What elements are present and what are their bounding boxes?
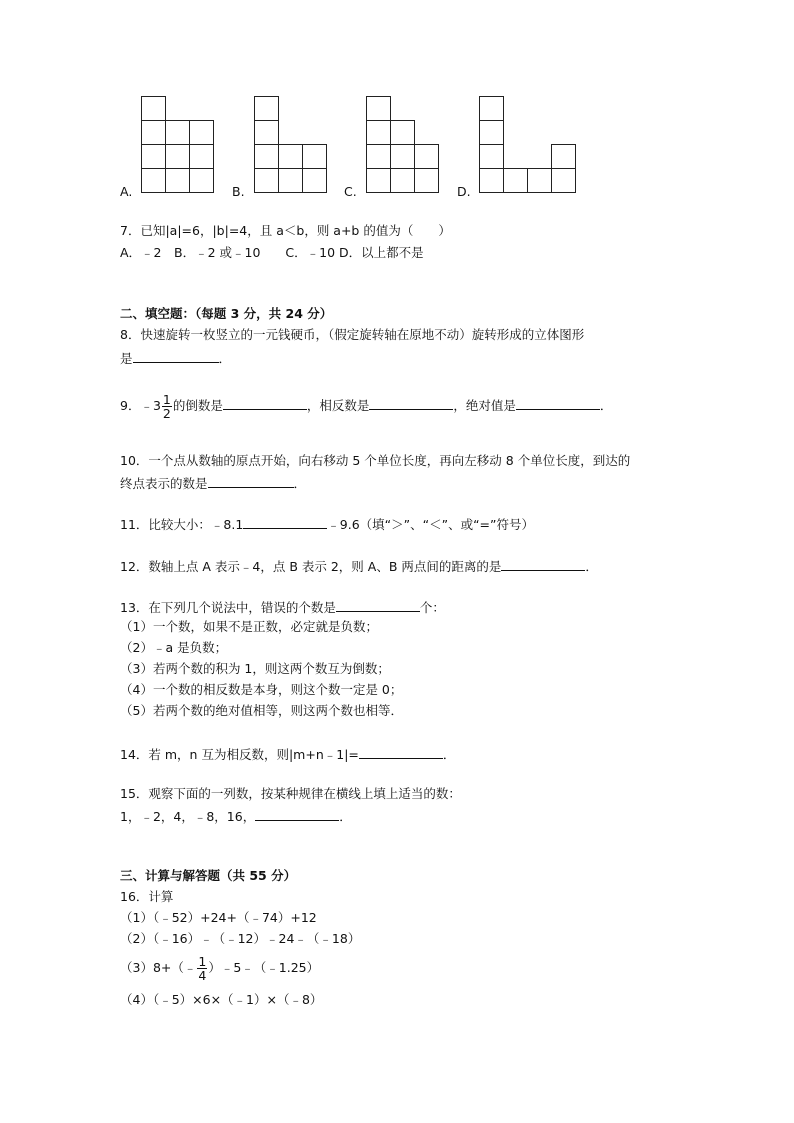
q14-text-a: 14．若 m，n 互为相反数，则|m+n﹣1|= <box>120 747 359 762</box>
q7-options: A．﹣2 B．﹣2 或﹣10 C．﹣10 D．以上都不是 <box>120 245 424 260</box>
section3-heading: 三、计算与解答题（共 55 分） <box>120 868 297 883</box>
grid-square <box>551 168 576 193</box>
option-d-label: D. <box>457 184 471 199</box>
q16-part-1: （1）（﹣52）+24+（﹣74）+12 <box>120 910 317 925</box>
q16-part-3-fraction <box>197 955 207 982</box>
grid-square <box>254 96 279 121</box>
q12 <box>120 557 598 575</box>
grid-square <box>414 168 439 193</box>
q13-text-b: 个： <box>419 600 445 615</box>
q9-prefix: 9．﹣3 <box>120 398 161 413</box>
q16-part-4: （4）（﹣5）×6×（﹣1）×（﹣8） <box>120 992 323 1007</box>
q9-numerator: 1 <box>162 392 171 407</box>
grid-square <box>254 120 279 145</box>
q9-blank-opposite[interactable] <box>369 396 453 410</box>
grid-square <box>366 120 391 145</box>
q10-line1: 10．一个点从数轴的原点开始，向右移动 5 个单位长度，再向左移动 8 个单位长度，到达的 <box>120 453 631 468</box>
grid-square <box>278 144 303 169</box>
q14 <box>120 745 455 763</box>
q9-text-e: ． <box>599 398 613 413</box>
grid-square <box>254 144 279 169</box>
q13-item-5: （5）若两个数的绝对值相等，则这两个数也相等． <box>120 703 403 718</box>
grid-square <box>414 144 439 169</box>
q16-part-3 <box>120 953 319 983</box>
q11 <box>120 515 534 533</box>
q13-answer-blank[interactable] <box>336 598 420 612</box>
q13-item-4: （4）一个数的相反数是本身，则这个数一定是 0； <box>120 682 403 697</box>
grid-square <box>479 96 504 121</box>
q9-text-d: ，绝对值是 <box>453 398 516 413</box>
grid-square <box>503 168 528 193</box>
grid-square <box>189 168 214 193</box>
q16-part-2: （2）（﹣16）﹣（﹣12）﹣24﹣（﹣18） <box>120 931 361 946</box>
q16-part-3-text-a: （3）8+（﹣ <box>120 960 197 975</box>
q14-text-b: ． <box>442 747 456 762</box>
grid-square <box>189 120 214 145</box>
grid-square <box>479 144 504 169</box>
q15-line2 <box>120 807 352 825</box>
q11-text-a: 11．比较大小：﹣8.1 <box>120 517 244 532</box>
q12-text-b: ． <box>585 559 598 574</box>
option-b-label: B. <box>232 184 245 199</box>
grid-square <box>141 120 166 145</box>
option-c-label: C. <box>344 184 357 199</box>
grid-square <box>189 144 214 169</box>
q8-answer-blank[interactable] <box>133 349 219 363</box>
grid-square <box>141 96 166 121</box>
q8-text-a: 是 <box>120 351 133 366</box>
q11-text-b: ﹣9.6（填“＞”、“＜”、或“=”符号） <box>327 517 535 532</box>
grid-square <box>278 168 303 193</box>
q14-answer-blank[interactable] <box>359 745 443 759</box>
grid-square <box>302 168 327 193</box>
q16-part-3-denominator: 4 <box>198 968 207 983</box>
q13 <box>120 598 445 616</box>
grid-square <box>141 144 166 169</box>
q16-part-3-numerator: 1 <box>198 954 207 969</box>
grid-square <box>165 144 190 169</box>
q9 <box>120 391 612 421</box>
q9-denominator: 2 <box>162 406 171 421</box>
q8-text-b: ． <box>218 351 232 366</box>
q9-blank-absolute[interactable] <box>516 396 600 410</box>
grid-square <box>390 144 415 169</box>
q13-item-2: （2）﹣a 是负数； <box>120 640 228 655</box>
grid-square <box>165 168 190 193</box>
q12-answer-blank[interactable] <box>501 557 585 571</box>
q15-text-a: 1，﹣2，4，﹣8，16， <box>120 809 256 824</box>
q13-item-3: （3）若两个数的积为 1，则这两个数互为倒数； <box>120 661 390 676</box>
q10-answer-blank[interactable] <box>208 474 294 488</box>
q7-stem: 7．已知|a|=6，|b|=4，且 a＜b，则 a+b 的值为（ ） <box>120 223 451 238</box>
q15-answer-blank[interactable] <box>255 807 339 821</box>
q10-line2 <box>120 474 306 492</box>
q16-title: 16．计算 <box>120 889 174 904</box>
grid-square <box>390 168 415 193</box>
q10-text-b: ． <box>293 476 307 491</box>
q9-blank-reciprocal[interactable] <box>223 396 307 410</box>
grid-square <box>254 168 279 193</box>
grid-square <box>479 168 504 193</box>
q12-text-a: 12．数轴上点 A 表示﹣4，点 B 表示 2，则 A、B 两点间的距离的是 <box>120 559 502 574</box>
grid-square <box>165 120 190 145</box>
q8-line2 <box>120 349 231 367</box>
q9-text-b: 的倒数是 <box>172 398 223 413</box>
grid-square <box>366 168 391 193</box>
q16-part-3-text-b: ）﹣5﹣（﹣1.25） <box>208 960 320 975</box>
option-a-label: A. <box>120 184 133 199</box>
grid-square <box>366 96 391 121</box>
grid-square <box>551 144 576 169</box>
grid-square <box>366 144 391 169</box>
grid-square <box>302 144 327 169</box>
section2-heading: 二、填空题：（每题 3 分，共 24 分） <box>120 306 333 321</box>
q9-text-c: ，相反数是 <box>306 398 370 413</box>
q11-answer-blank[interactable] <box>243 515 327 529</box>
q10-text-a: 终点表示的数是 <box>120 476 208 491</box>
grid-square <box>141 168 166 193</box>
grid-square <box>479 120 504 145</box>
grid-square <box>390 120 415 145</box>
q13-item-1: （1）一个数，如果不是正数，必定就是负数； <box>120 619 378 634</box>
q9-fraction <box>162 393 172 420</box>
grid-square <box>527 168 552 193</box>
q8-line1: 8．快速旋转一枚竖立的一元钱硬币，（假定旋转轴在原地不动）旋转形成的立体图形 <box>120 327 585 342</box>
q13-text-a: 13．在下列几个说法中，错误的个数是 <box>120 600 336 615</box>
q15-line1: 15．观察下面的一列数，按某种规律在横线上填上适当的数： <box>120 786 461 801</box>
q15-text-b: ． <box>339 809 352 824</box>
